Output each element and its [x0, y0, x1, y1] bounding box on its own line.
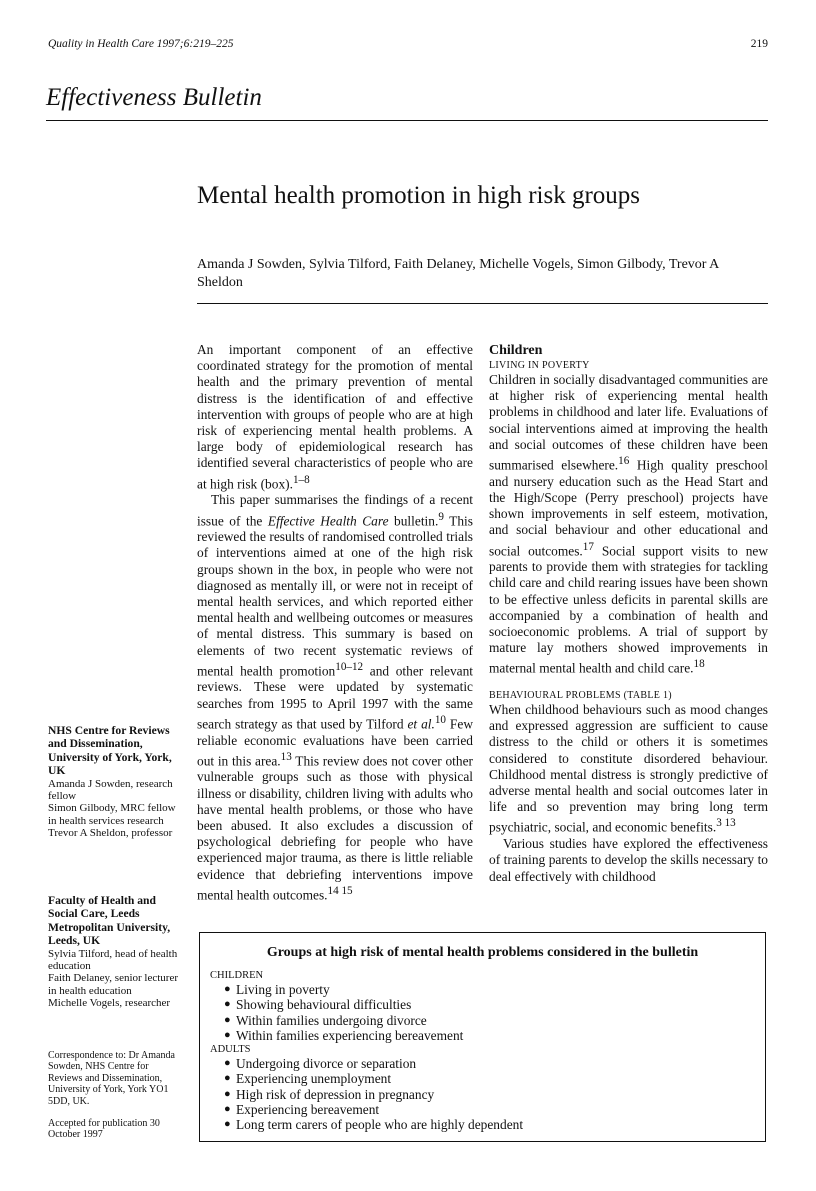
journal-reference: Quality in Health Care 1997;6:219–225: [48, 38, 234, 50]
header-divider: [46, 120, 768, 121]
bullet-icon: ●: [224, 1087, 231, 1100]
section-title: Effectiveness Bulletin: [46, 84, 262, 111]
affiliation-person: Faith Delaney, senior lecturer in health education: [48, 972, 179, 997]
affiliation-name: Faculty of Health and Social Care, Leeds Metropolitan University, Leeds, UK: [48, 894, 171, 948]
accepted-date: Accepted for publication 30 October 1997: [48, 1118, 160, 1141]
affiliation-person: Amanda J Sowden, research fellow: [48, 777, 173, 803]
poverty-paragraph: Children in socially disadvantaged communities are at higher risk of experiencing mental health problems in childhood and later life. Evaluations of social interventions aimed at improving the health and social outcomes of these children have been summarised elsewhere.$^{16}$ High quality preschool and nursery education such as the Head Start and the High/Scope (Perry preschool) projects have shown improvements in self esteem, motivation, and social behaviour and other educational and social outcomes.$^{17}$ Social support visits to new parents to provide them with strategies for tackling child care and child rearing issues have been shown to be effective unless deficits in parental skills are accompanied by a combination of health and socioeconomic problems. A trial of support by mature lay mothers showed improvements in maternal mental health and child care.$^{18}$: [489, 372, 769, 676]
list-item: ● Within families experiencing bereavement: [224, 1027, 464, 1043]
bullet-icon: ●: [224, 983, 231, 995]
affiliation-name: NHS Centre for Reviews and Dissemination, University of York, York, UK: [48, 724, 172, 778]
article-title: Mental health promotion in high risk groups: [197, 182, 641, 209]
author-list: Amanda J Sowden, Sylvia Tilford, Faith Delaney, Michelle Vogels, Simon Gilbody, Trevor A Sheldon: [197, 257, 719, 290]
summary-paragraph: This paper summarises the findings of a recent issue of the Effective Health Care bulletin.$^9$ This reviewed the results of randomised controlled trials of interventions aimed at one of the high risk groups shown in the box, in people who were not diagnosed as mentally ill, or were not in receipt of mental health services, and which reported either mental health and wellbeing outcomes or measures of mental distress. This summary is based on elements of two recent systematic reviews of mental health promotion$^{10-12}$ and other relevant reviews. These were updated by systematic searches from 1995 to April 1997 with the same search strategy as that used by Tilford et al.$^{10}$ Few reliable economic evaluations have been carried out in this area.$^{13}$ This review does not cover other vulnerable groups such as those with physical illness or disability, children living with adults who have mental health problems, or those who have been abused. It also excludes a discussion of psychological debriefing for people who have experienced major trauma, as there is little reliable evidence that debriefing interventions impove mental health outcomes.$^{14 15}$: [197, 492, 473, 903]
affiliation-person: Simon Gilbody, MRC fellow in health services research: [48, 802, 176, 827]
affiliation-leeds: [48, 894, 182, 1010]
affiliation-york: [48, 724, 182, 840]
affiliation-person: Michelle Vogels, researcher: [48, 997, 171, 1010]
subheading-poverty: LIVING IN POVERTY: [489, 360, 590, 371]
box-list: [210, 969, 750, 1133]
box-category-children: CHILDREN: [210, 970, 264, 981]
behavioural-paragraph: When childhood behaviours such as mood changes and expressed aggression are sufficient to cause distress to the child or others it is sometimes considered to constitute disordered behaviour. Childhood mental distress is strongly predictive of adverse mental health and social outcomes later in life and so prevention may bring long term psychiatric, social, and economic benefits.$^{3 13}$: [489, 702, 768, 835]
list-item: ● Experiencing unemployment: [224, 1071, 392, 1087]
parent-training-paragraph: Various studies have explored the effectiveness of training parents to develop the skills necessary to deal effectively with childhood: [489, 836, 768, 884]
bullet-icon: ●: [224, 1072, 231, 1085]
high-risk-groups-box: [199, 932, 766, 1142]
affiliation-person: Trevor A Sheldon, professor: [48, 827, 173, 840]
bullet-icon: ●: [224, 1013, 231, 1026]
box-category-adults: ADULTS: [210, 1044, 251, 1056]
bullet-icon: ●: [224, 1118, 231, 1131]
list-item: ● Living in poverty: [224, 982, 330, 997]
page-number: 219: [750, 38, 768, 50]
list-item: ● Within families undergoing divorce: [224, 1012, 427, 1028]
list-item: ● Long term carers of people who are highly dependent: [224, 1117, 524, 1133]
list-item: ● Showing behavioural difficulties: [224, 997, 412, 1013]
list-item: ● Experiencing bereavement: [224, 1102, 380, 1118]
bullet-icon: ●: [224, 998, 231, 1011]
section-heading-children: Children: [489, 343, 543, 358]
bullet-icon: ●: [224, 1028, 231, 1041]
bullet-icon: ●: [224, 1057, 231, 1070]
list-item: ● Undergoing divorce or separation: [224, 1056, 417, 1072]
body-column-left: [197, 342, 473, 904]
bullet-icon: ●: [224, 1103, 231, 1116]
list-item: ● High risk of depression in pregnancy: [224, 1086, 435, 1102]
subheading-behavioural: BEHAVIOURAL PROBLEMS (TABLE 1): [489, 690, 672, 702]
body-column-right: [489, 342, 768, 885]
intro-paragraph: An important component of an effective coordinated strategy for the promotion of mental health and the primary prevention of mental distress is the identification of and effective intervention with groups of people who are at high risk of experiencing mental health problems. A large body of epidemiological research has identified several characteristics of people who are at high risk (box).$^{1-8}$: [197, 342, 473, 492]
title-divider: [197, 303, 768, 304]
affiliation-person: Sylvia Tilford, head of health education: [48, 947, 178, 973]
box-title: Groups at high risk of mental health problems considered in the bulletin: [266, 945, 699, 960]
correspondence-note: Correspondence to: Dr Amanda Sowden, NHS Centre for Reviews and Dissemination, University of York, York YO1 5DD, UK.: [48, 1050, 175, 1107]
